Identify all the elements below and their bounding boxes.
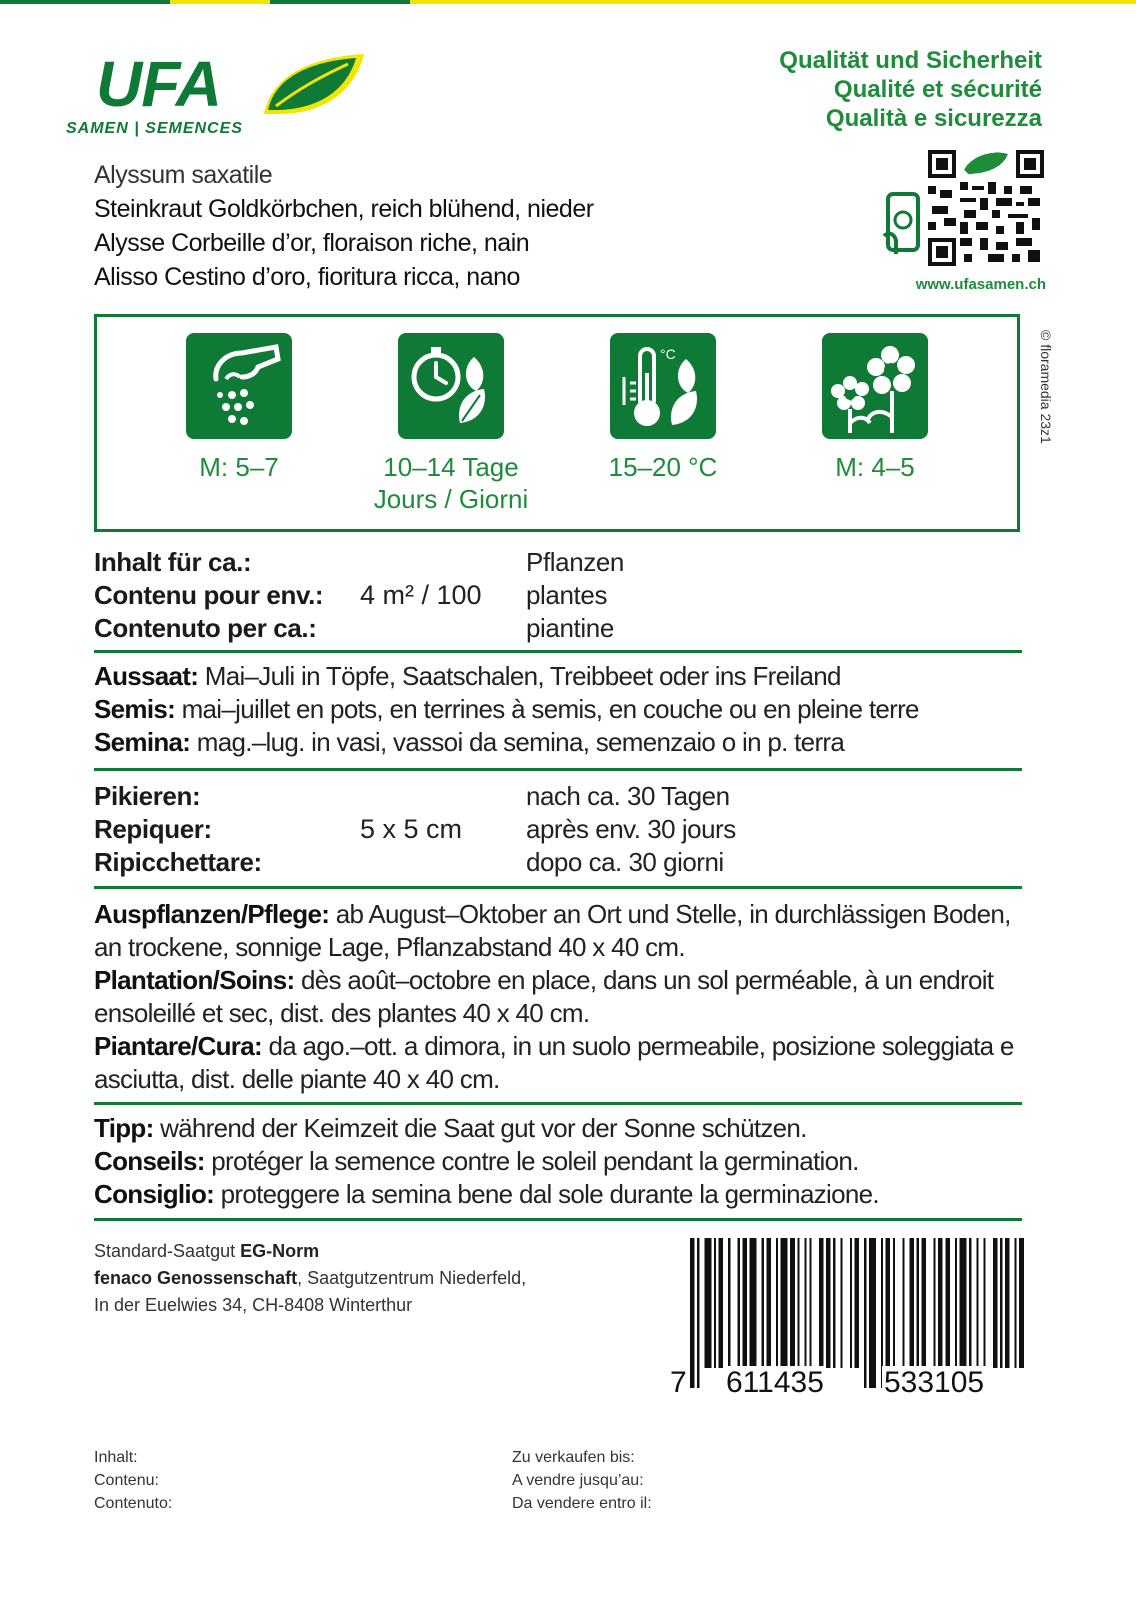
- name-fr: Alysse Corbeille d’or, floraison riche, nain: [94, 229, 530, 257]
- barcode-bar: [993, 1238, 998, 1368]
- barcode-bar: [1014, 1238, 1016, 1368]
- barcode-bar: [909, 1238, 914, 1368]
- germination-timer-icon: [398, 333, 504, 439]
- barcode-bar: [983, 1238, 985, 1368]
- content-labels: Inhalt für ca.: Contenu pour env.: Contenuto per ca.:: [94, 547, 324, 643]
- ufa-logo: [66, 46, 366, 146]
- barcode-bar: [833, 1238, 835, 1368]
- svg-text:°C: °C: [660, 346, 676, 362]
- flowering-period: [765, 333, 985, 483]
- leaf-icon: [260, 52, 366, 118]
- print-code: © floramedia 23z1: [1038, 330, 1054, 444]
- barcode-bar: [809, 1238, 811, 1368]
- growing-info-box: [94, 314, 1020, 532]
- barcode-bar: [805, 1238, 807, 1368]
- content-units: Pflanzen plantes piantine: [526, 547, 624, 643]
- barcode-bar: [1000, 1238, 1002, 1368]
- flowers-icon: [822, 333, 928, 439]
- germination-days: 10–14 Tage: [383, 452, 519, 482]
- barcode-bar: [933, 1238, 935, 1368]
- germination-time: [341, 333, 561, 515]
- logo-wordmark: UFA: [96, 48, 221, 120]
- pricking-labels: Pikieren: Repiquer: Ripicchettare:: [94, 781, 262, 877]
- top-color-bar: [0, 0, 1136, 4]
- divider: [94, 768, 1022, 771]
- barcode-bar: [1005, 1238, 1010, 1368]
- barcode-bar: [728, 1238, 730, 1368]
- divider: [94, 886, 1022, 889]
- name-de: Steinkraut Goldkörbchen, reich blühend, nieder: [94, 195, 594, 223]
- barcode-bar: [945, 1238, 950, 1368]
- barcode-bar: [742, 1238, 747, 1368]
- barcode-bar: [704, 1238, 711, 1368]
- barcode-bar: [1019, 1238, 1024, 1368]
- divider: [94, 1218, 1022, 1221]
- quality-de: Qualität und Sicherheit: [779, 47, 1042, 74]
- barcode-bar: [762, 1238, 764, 1368]
- latin-name: Alyssum saxatile: [94, 161, 273, 189]
- barcode-bar: [955, 1238, 957, 1368]
- germination-days-fr-it: Jours / Giorni: [373, 484, 529, 514]
- smartphone-scan-icon: [882, 192, 922, 258]
- germination-temp: 15–20 °C: [608, 452, 718, 482]
- quality-fr: Qualité et sécurité: [833, 76, 1042, 103]
- thermometer-icon: [610, 333, 716, 439]
- divider: [94, 1102, 1022, 1105]
- planting-section: Auspflanzen/Pflege: ab August–Oktober an Ort und Stelle, in durchlässigen Boden, an trockene, sonnige Lage, Pflanzabstand 40 x 40 cm. Plantation/Soins: dès août–octobre en place, dans un sol perméable, à un endroit ensoleillé et sec, dist. des plantes 40 x 40 cm. Piantare/Cura: da ago.–ott. a dimora, in un suolo permeabile, posizione soleggiata e asciutta, dist. delle piante 40 x 40 cm.: [94, 899, 1014, 1094]
- barcode-bar: [797, 1238, 799, 1368]
- barcode-bar: [893, 1238, 895, 1368]
- barcode-bar: [840, 1238, 842, 1368]
- barcode-bar: [960, 1238, 967, 1368]
- barcode-bar: [766, 1238, 771, 1368]
- barcode-bar: [819, 1238, 824, 1368]
- barcode-bar: [750, 1238, 757, 1368]
- name-it: Alisso Cestino d’oro, fioritura ricca, nano: [94, 263, 520, 291]
- pricking-spacing: 5 x 5 cm: [360, 814, 463, 844]
- barcode-digits: 7 611435 533105: [670, 1366, 985, 1399]
- barcode-bar: [850, 1238, 852, 1368]
- website-url[interactable]: www.ufasamen.ch: [915, 276, 1046, 293]
- barcode-bar: [738, 1238, 740, 1368]
- barcode-bar: [719, 1238, 724, 1368]
- logo-subtitle: SAMEN | SEMENCES: [66, 120, 243, 137]
- divider: [94, 650, 1022, 653]
- barcode-bar: [886, 1238, 891, 1368]
- sowing-months: M: 5–7: [199, 452, 279, 482]
- ean-barcode: [670, 1238, 1024, 1399]
- content-stamp-labels: Inhalt: Contenu: Contenuto:: [94, 1449, 173, 1512]
- sowing-section: Aussaat: Mai–Juli in Töpfe, Saatschalen, Treibbeet oder ins Freiland Semis: mai–juillet en pots, en terrines à semis, en couche ou en pleine terre Semina: mag.–lug. in vasi, vassoi da semina, semenzaio o in p. terra: [94, 661, 919, 757]
- barcode-bar: [969, 1238, 971, 1368]
- barcode-bar: [902, 1238, 904, 1368]
- barcode-bar: [776, 1238, 778, 1368]
- barcode-bar: [976, 1238, 978, 1368]
- qr-block: [876, 146, 1046, 296]
- barcode-bar: [714, 1238, 716, 1368]
- content-amount: 4 m² / 100: [360, 580, 482, 610]
- flowering-months: M: 4–5: [835, 452, 915, 482]
- barcode-bar: [917, 1238, 919, 1368]
- germination-temperature: [553, 333, 773, 483]
- quality-slogan: [779, 46, 1042, 133]
- tips-section: Tipp: während der Keimzeit die Saat gut vor der Sonne schützen. Conseils: protéger la semence contre le soleil pendant la germination. Consiglio: proteggere la semina bene dal sole durante la germinazione.: [94, 1113, 879, 1209]
- barcode-bar: [938, 1238, 943, 1368]
- barcode-bar: [855, 1238, 860, 1368]
- sell-by-labels: Zu verkaufen bis: A vendre jusqu’au: Da vendere entro il:: [512, 1449, 652, 1512]
- pricking-times: nach ca. 30 Tagen après env. 30 jours dopo ca. 30 giorni: [526, 781, 736, 877]
- barcode-bar: [781, 1238, 788, 1368]
- qr-code[interactable]: [928, 150, 1044, 266]
- product-names: [94, 158, 594, 294]
- sowing-period: [129, 333, 349, 483]
- quality-it: Qualità e sicurezza: [825, 105, 1042, 132]
- barcode-bar: [826, 1238, 831, 1368]
- sowing-hand-icon: [186, 333, 292, 439]
- barcode-bar: [790, 1238, 795, 1368]
- producer-info: Standard-Saatgut EG-Norm fenaco Genossenschaft, Saatgutzentrum Niederfeld, In der Euelwies 34, CH-8408 Winterthur: [94, 1241, 527, 1315]
- barcode-bar: [921, 1238, 926, 1368]
